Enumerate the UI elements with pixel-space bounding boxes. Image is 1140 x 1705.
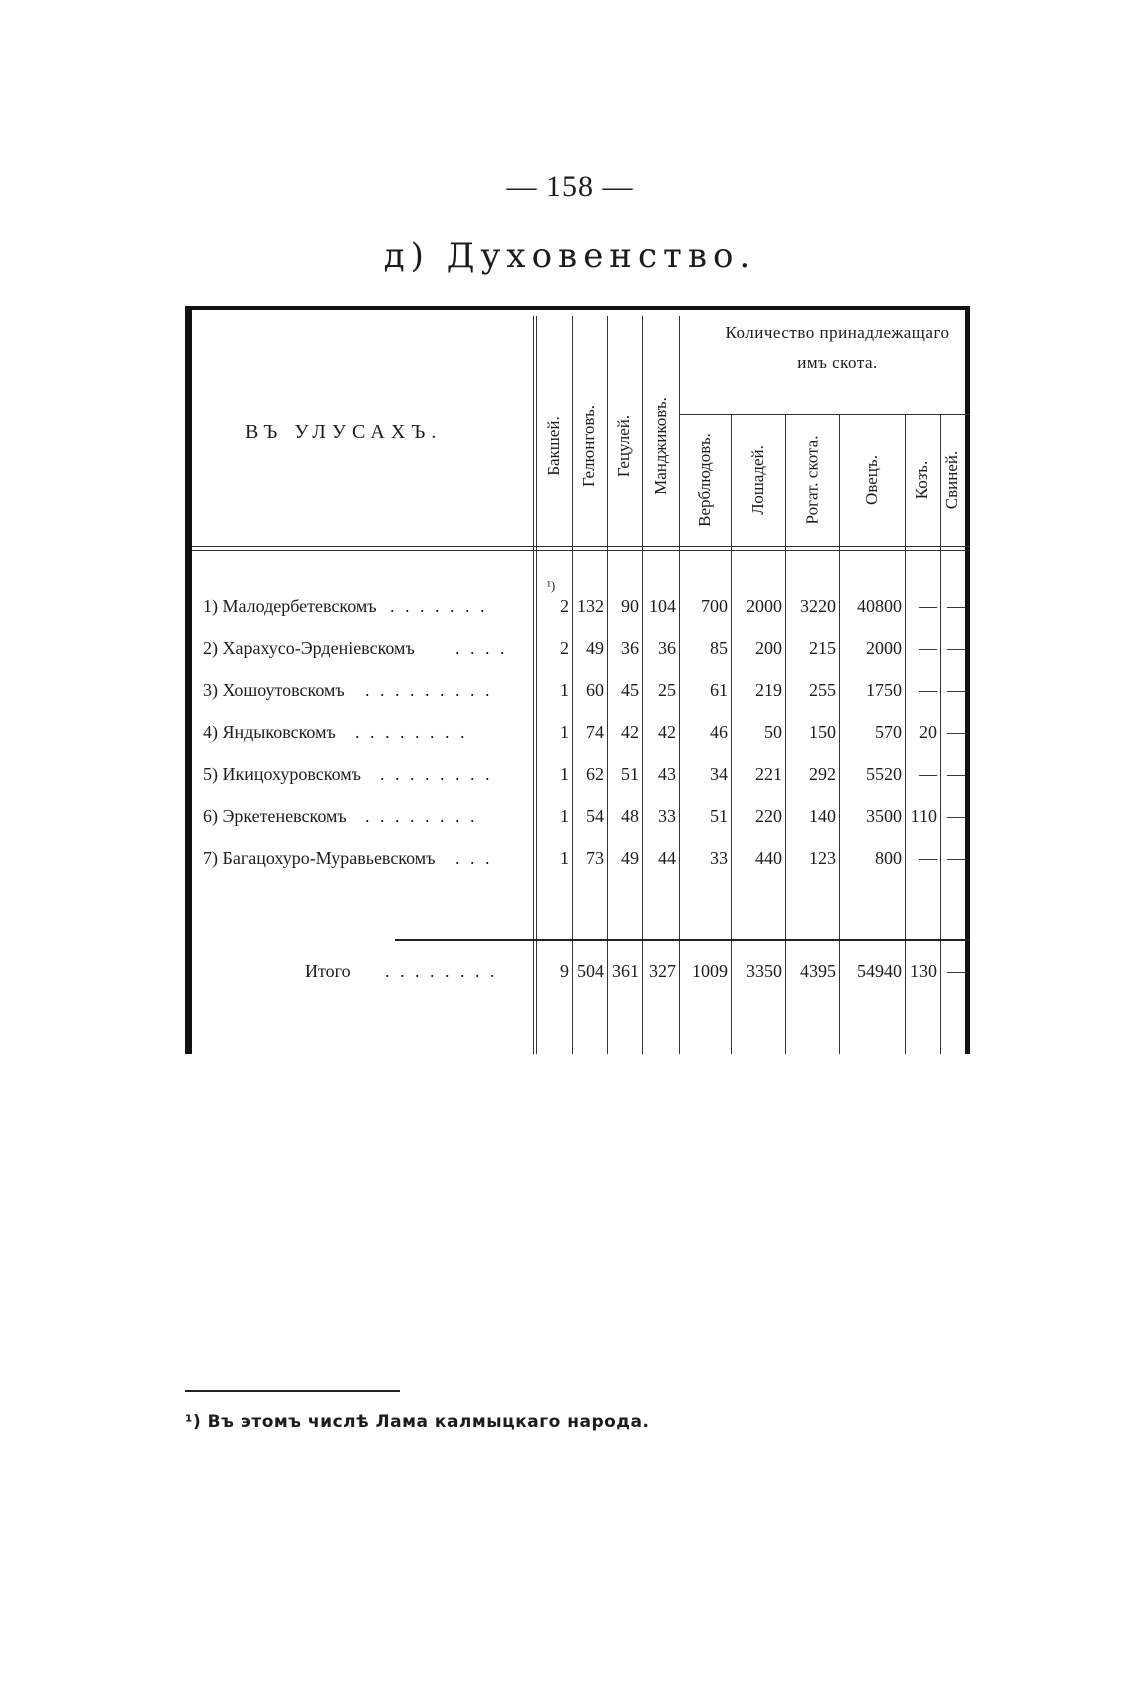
table-cell: — [919,596,937,616]
table-cell: 800 [875,848,902,868]
group-header-line: имъ скота. [797,353,878,372]
table-cell: 61 [710,680,728,700]
row-label: 2) Харахусо-Эрденіевскомъ [203,638,415,658]
statistics-table [185,306,970,1054]
row-header: ВЪ УЛУСАХЪ. [245,421,443,443]
table-row [185,754,970,794]
footnote-text: Въ этомъ числѣ Лама калмыцкаго народа. [207,1412,650,1432]
table-cell: 110 [910,806,937,826]
table-cell: 327 [649,961,676,981]
table-cell: 36 [621,638,639,658]
table-cell: 45 [621,680,639,700]
column-header-label: Рогат. скота. [802,435,822,525]
row-label: 3) Хошоутовскомъ [203,680,345,700]
leader-dots: . . . . . . . . . [365,680,493,700]
column-header-mandzhik [642,346,679,546]
livestock-group-header [705,318,970,378]
column-header-label: Верблюдовъ. [695,433,715,527]
table-cell: 220 [755,806,782,826]
table-cell: 132 [577,596,604,616]
table-cell: 48 [621,806,639,826]
table-cell: 1 [560,722,569,742]
table-cell: 1009 [692,961,728,981]
column-header-gelyung [572,346,607,546]
leader-dots: . . . . . . . [390,596,488,616]
table-cell: — [947,722,965,742]
column-header-label: Свиней. [942,450,962,510]
table-cell: — [947,764,965,784]
table-cell: — [919,848,937,868]
table-cell: 1 [560,764,569,784]
table-cell: 60 [586,680,604,700]
column-header-goats [905,414,940,546]
table-cell: 219 [755,680,782,700]
column-header-label: Овецъ. [861,455,881,505]
table-cell: 255 [809,680,836,700]
table-cell: 3350 [746,961,782,981]
table-cell: 292 [809,764,836,784]
table-cell: 51 [621,764,639,784]
column-header-label: Гецулей. [614,414,634,478]
row-label: 7) Багацохуро-Муравьевскомъ [203,848,436,868]
table-cell: 221 [755,764,782,784]
table-cell: 5520 [866,764,902,784]
table-cell: — [947,638,965,658]
table-cell: — [919,680,937,700]
table-cell: 62 [586,764,604,784]
table-cell: 49 [621,848,639,868]
table-cell: 54940 [857,961,902,981]
row-label: 5) Икицохуровскомъ [203,764,361,784]
leader-dots: . . . . . . . . [385,961,498,981]
footnote-divider [185,1390,400,1392]
table-cell: 25 [658,680,676,700]
table-cell: 36 [658,638,676,658]
table-cell: 1 [560,848,569,868]
table-cell: 2000 [866,638,902,658]
table-cell: — [947,961,965,981]
table-row [185,586,970,626]
footnote-reference: ¹) [547,578,556,593]
column-header-horses [731,414,785,546]
column-header-sheep [839,414,905,546]
table-cell: 150 [809,722,836,742]
table-cell: 20 [919,722,937,742]
table-row [185,796,970,836]
table-cell: 130 [910,961,937,981]
leader-dots: . . . . . . . . [380,764,493,784]
table-cell: 1 [560,806,569,826]
table-cell: 33 [658,806,676,826]
table-cell: — [947,806,965,826]
row-label: Итого [305,961,351,981]
table-cell: 2 [560,638,569,658]
table-cell: 3220 [800,596,836,616]
table-cell: — [919,764,937,784]
leader-dots: . . . . [455,638,508,658]
table-cell: 85 [710,638,728,658]
table-cell: 90 [621,596,639,616]
table-cell: 4395 [800,961,836,981]
table-cell: 504 [577,961,604,981]
total-row [185,951,970,991]
column-header-camels [679,414,731,546]
header-rule [192,546,970,547]
header-rule [192,550,970,551]
table-cell: 42 [621,722,639,742]
table-cell: 42 [658,722,676,742]
total-rule [395,939,970,941]
table-cell: 34 [710,764,728,784]
table-cell: — [947,596,965,616]
table-cell: 215 [809,638,836,658]
footnote-mark: ¹) [185,1412,202,1432]
column-header-label: Манджиковъ. [650,397,670,495]
table-cell: 200 [755,638,782,658]
table-row [185,838,970,878]
column-header-label: Гелюнговъ. [579,404,599,488]
table-row [185,628,970,668]
column-header-cattle [785,414,839,546]
table-cell: — [947,680,965,700]
table-cell: 40800 [857,596,902,616]
row-label: 4) Яндыковскомъ [203,722,336,742]
table-cell: 46 [710,722,728,742]
table-cell: 74 [586,722,604,742]
column-header-label: Лошадей. [748,445,768,515]
table-cell: 43 [658,764,676,784]
table-cell: 140 [809,806,836,826]
table-cell: 54 [586,806,604,826]
table-cell: 570 [875,722,902,742]
section-title: д) Духовенство. [383,236,757,276]
table-cell: 44 [658,848,676,868]
table-border-top [185,306,970,310]
table-cell: 361 [612,961,639,981]
row-label: 6) Эркетеневскомъ [203,806,347,826]
table-cell: 51 [710,806,728,826]
column-header-bakshi [536,346,572,546]
column-header-label: Бакшей. [544,416,563,476]
page-number: — 158 — [506,170,634,203]
table-cell: 1 [560,680,569,700]
table-cell: 440 [755,848,782,868]
table-cell: 2000 [746,596,782,616]
group-header-line: Количество принадлежащаго [725,323,950,342]
table-cell: 9 [560,961,569,981]
table-cell: 3500 [866,806,902,826]
table-cell: 123 [809,848,836,868]
leader-dots: . . . . . . . . [365,806,478,826]
column-header-pigs [940,414,965,546]
table-cell: 1750 [866,680,902,700]
table-cell: — [947,848,965,868]
table-cell: 50 [764,722,782,742]
column-header-getsul [607,346,642,546]
table-cell: 73 [586,848,604,868]
footnote [185,1412,649,1432]
table-row [185,670,970,710]
table-cell: 700 [701,596,728,616]
table-cell: — [919,638,937,658]
table-row [185,712,970,752]
table-cell: 104 [649,596,676,616]
leader-dots: . . . . . . . . [355,722,468,742]
table-cell: 33 [710,848,728,868]
table-cell: 49 [586,638,604,658]
leader-dots: . . . [455,848,493,868]
row-label: 1) Малодербетевскомъ [203,596,377,616]
table-cell: 2 [560,596,569,616]
column-header-label: Козъ. [912,460,932,500]
